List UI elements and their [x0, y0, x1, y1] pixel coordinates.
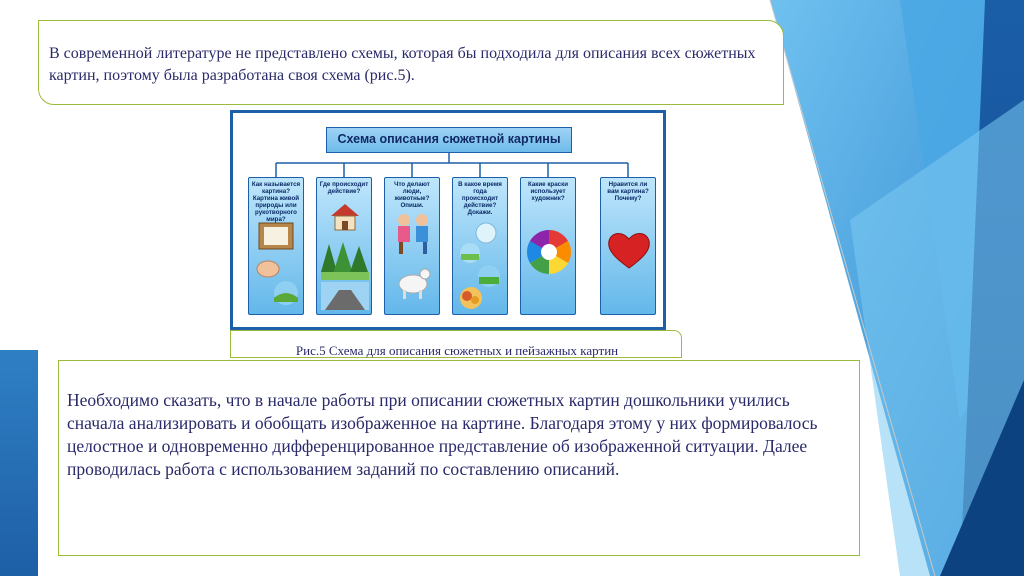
forest-icon: [321, 242, 369, 280]
color-wheel-icon: [525, 228, 573, 276]
scheme-question: Какие краски использует художник?: [527, 181, 568, 202]
children-icon: [391, 212, 435, 256]
heart-icon: [607, 230, 651, 270]
left-blue-strip: [0, 350, 38, 576]
scheme-column-title: [248, 177, 304, 315]
scheme-question: Где происходит действие?: [319, 181, 369, 195]
scheme-column-place: [316, 177, 372, 315]
figure-caption-box: [230, 330, 682, 358]
figure-caption: Рис.5 Схема для описания сюжетных и пейзажных картин: [295, 343, 619, 358]
scheme-question: Как называется картина? Картина живой природы или рукотворного мира?: [251, 181, 301, 223]
spring-icon: [457, 242, 483, 264]
road-icon: [321, 282, 369, 310]
scheme-column-colors: [520, 177, 576, 315]
summer-icon: [475, 264, 503, 288]
intro-text: В современной литературе не представлено схемы, которая бы подходила для описания всех сюжетных картин, поэтому была разработана своя схема (рис.5).: [49, 45, 756, 84]
body-text-box: [58, 360, 860, 556]
scheme-title: Схема описания сюжетной картины: [326, 127, 572, 153]
scheme-question: Нравится ли вам картина? Почему?: [607, 181, 649, 202]
body-text: Необходимо сказать, что в начале работы при описании сюжетных картин дошкольники учились сначала анализировать и обобщать изображенное на картине. Благодаря этому у них формировалось целостное и одновременно дифференцированное представление об изображенной ситуации. Далее проводилась работа с использованием заданий по составлению описаний.: [67, 390, 818, 479]
picture-frame-icon: [258, 222, 294, 250]
autumn-icon: [457, 286, 485, 310]
scheme-question: В какое время года происходит действие? Докажи.: [458, 181, 502, 216]
scheme-question: Что делают люди, животные? Опиши.: [394, 181, 430, 209]
landscape-icon: [271, 280, 301, 306]
scheme-column-actions: [384, 177, 440, 315]
goat-icon: [395, 266, 433, 300]
house-icon: [329, 202, 361, 232]
scheme-column-season: [452, 177, 508, 315]
hand-icon: [255, 258, 281, 280]
scheme-figure: [230, 110, 666, 330]
winter-icon: [473, 222, 499, 244]
scheme-column-opinion: [600, 177, 656, 315]
intro-text-box: [38, 20, 784, 105]
